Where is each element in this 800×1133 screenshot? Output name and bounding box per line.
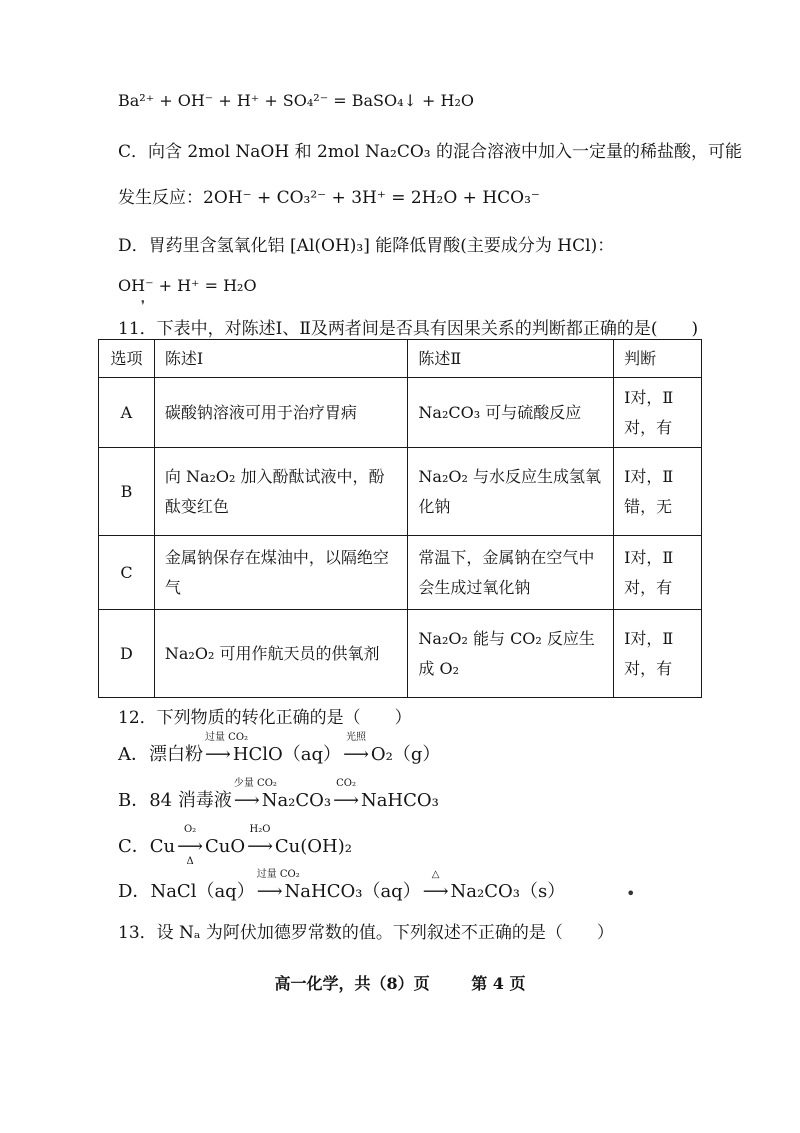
row-a-statement-1: 碳酸钠溶液可用于治疗胃病 [154, 378, 408, 448]
reaction-arrow: 过量 CO₂ ⟶ [256, 869, 300, 902]
reactant: 84 消毒液 [149, 790, 232, 811]
option-c-line-1: C．向含 2mol NaOH 和 2mol Na₂CO₃ 的混合溶液中加入一定量的稀盐酸，可能 [118, 142, 743, 162]
footer-page-number: 第 4 页 [471, 974, 526, 993]
question-13-stem: 13．设 Nₐ 为阿伏加德罗常数的值。下列叙述不正确的是（ ） [118, 923, 614, 943]
header-option: 选项 [99, 340, 155, 378]
intermediate: NaHCO₃（aq） [284, 881, 421, 902]
arrow-condition: 过量 CO₂ [205, 732, 249, 743]
q12-option-c [118, 824, 352, 867]
table-row [99, 536, 702, 610]
row-b-statement-1: 向 Na₂O₂ 加入酚酞试液中，酚酞变红色 [154, 448, 408, 536]
header-statement-1: 陈述Ⅰ [154, 340, 408, 378]
intermediate: CuO [204, 836, 246, 857]
reaction-arrow: △ ⟶ [422, 869, 449, 902]
q12-option-b [118, 778, 439, 812]
row-c-statement-2: 常温下，金属钠在空气中会生成过氧化钠 [408, 536, 614, 610]
row-b-option: B [99, 448, 155, 536]
reaction-arrow: 少量 CO₂ ⟶ [233, 778, 277, 811]
table-row [99, 610, 702, 698]
reactant: 漂白粉 [149, 744, 203, 765]
arrow-condition: CO₂ [336, 778, 356, 789]
option-label: D． [118, 881, 151, 902]
footer-subject: 高一化学，共（8）页 [274, 974, 430, 993]
table-row [99, 448, 702, 536]
row-b-statement-2: Na₂O₂ 与水反应生成氢氧化钠 [408, 448, 614, 536]
q12-option-a [118, 732, 441, 766]
intermediate: Na₂CO₃ [261, 790, 332, 811]
reaction-arrow: H₂O ⟶ [247, 824, 273, 857]
page-footer [0, 971, 800, 994]
row-d-option: D [99, 610, 155, 698]
arrow-condition: 少量 CO₂ [233, 778, 277, 789]
arrow-condition: H₂O [249, 824, 271, 835]
row-c-option: C [99, 536, 155, 610]
scan-mark: ❜ [141, 298, 145, 312]
reaction-arrow: CO₂ ⟶ [333, 778, 359, 811]
reactant: Cu [149, 836, 176, 857]
arrow-condition: 过量 CO₂ [256, 869, 300, 880]
row-d-statement-1: Na₂O₂ 可用作航天员的供氧剂 [154, 610, 408, 698]
product: Na₂CO₃（s） [450, 881, 566, 902]
header-statement-2: 陈述Ⅱ [408, 340, 614, 378]
row-a-statement-2: Na₂CO₃ 可与硫酸反应 [408, 378, 614, 448]
intermediate: HClO（aq） [232, 744, 342, 765]
reaction-arrow: O₂ ⟶ Δ [177, 824, 203, 867]
arrow-condition: O₂ [183, 824, 197, 835]
q11-table [98, 339, 702, 698]
arrow-condition: 光照 [345, 732, 366, 743]
row-d-judgement: Ⅰ对，Ⅱ对，有 [614, 610, 702, 698]
option-c-line-2: 发生反应：2OH⁻ + CO₃²⁻ + 3H⁺ = 2H₂O + HCO₃⁻ [118, 188, 540, 208]
product: O₂（g） [370, 744, 441, 765]
equation-line: Ba²⁺ + OH⁻ + H⁺ + SO₄²⁻ = BaSO₄↓ + H₂O [118, 91, 474, 110]
option-label: B． [118, 790, 150, 811]
reactant: NaCl（aq） [150, 881, 255, 902]
option-d-line-1: D．胃药里含氢氧化铝 [Al(OH)₃] 能降低胃酸(主要成分为 HCl)： [118, 236, 615, 256]
row-c-judgement: Ⅰ对，Ⅱ对，有 [614, 536, 702, 610]
row-c-statement-1: 金属钠保存在煤油中，以隔绝空气 [154, 536, 408, 610]
question-11-stem: 11．下表中，对陈述Ⅰ、Ⅱ及两者间是否具有因果关系的判断都正确的是( ) [118, 319, 699, 339]
row-b-judgement: Ⅰ对，Ⅱ错，无 [614, 448, 702, 536]
q12-option-d [118, 869, 566, 903]
row-d-statement-2: Na₂O₂ 能与 CO₂ 反应生成 O₂ [408, 610, 614, 698]
arrow-condition-below: Δ [186, 856, 194, 867]
option-label: A． [118, 744, 149, 765]
option-label: C． [118, 836, 150, 857]
arrow-condition: △ [431, 869, 440, 880]
question-12-stem: 12．下列物质的转化正确的是（ ） [118, 708, 412, 728]
scan-mark: • [626, 884, 636, 903]
row-a-option: A [99, 378, 155, 448]
product: Cu(OH)₂ [274, 836, 352, 857]
reaction-arrow: 过量 CO₂ ⟶ [205, 732, 249, 765]
reaction-arrow: 光照 ⟶ [343, 732, 369, 765]
header-judgement: 判断 [614, 340, 702, 378]
row-a-judgement: Ⅰ对，Ⅱ对，有 [614, 378, 702, 448]
option-d-line-2: OH⁻ + H⁺ = H₂O [118, 276, 257, 295]
table-header-row [99, 340, 702, 378]
product: NaHCO₃ [360, 790, 439, 811]
table-row [99, 378, 702, 448]
